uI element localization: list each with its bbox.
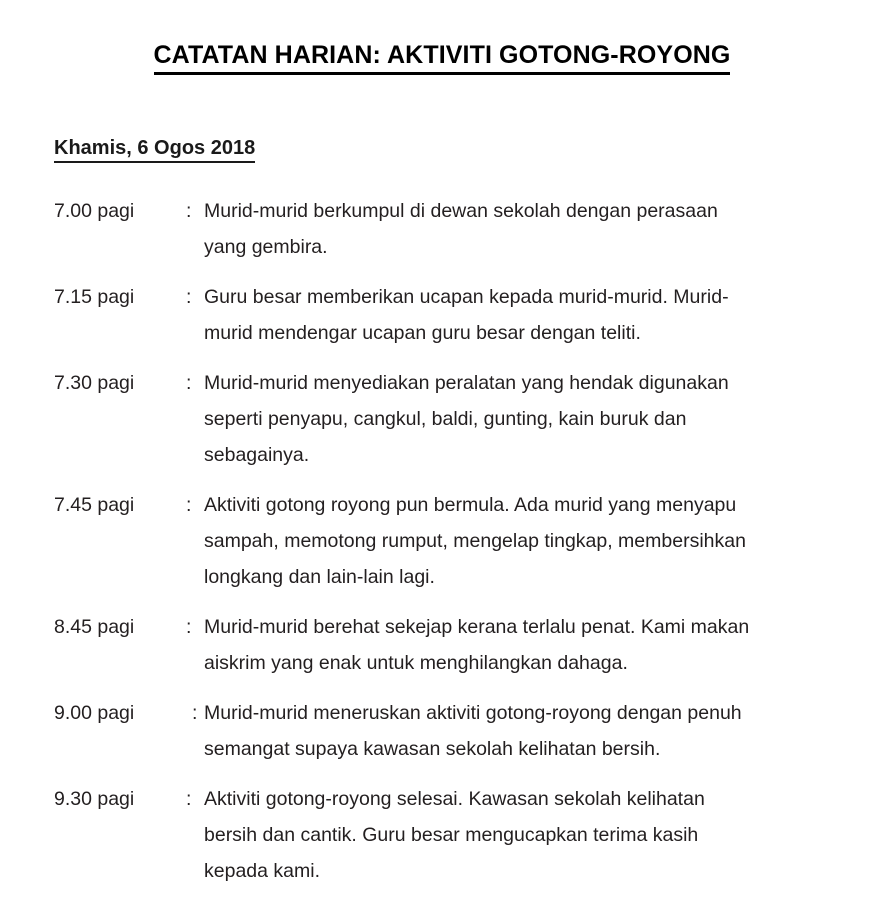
entry-description	[204, 609, 844, 681]
entry-description-line: aiskrim yang enak untuk menghilangkan dahaga.	[204, 652, 628, 674]
entry-colon: :	[186, 372, 192, 394]
schedule-entry	[0, 695, 884, 767]
entry-time: 8.45 pagi	[54, 616, 135, 638]
schedule-entry	[0, 781, 884, 889]
schedule-entry	[0, 487, 884, 595]
page-title	[0, 0, 884, 75]
entry-description-line: Murid-murid meneruskan aktiviti gotong-royong dengan penuh	[204, 702, 742, 724]
entry-description-line: kepada kami.	[204, 860, 320, 882]
entry-time: 9.00 pagi	[54, 702, 135, 724]
entry-description	[204, 487, 844, 595]
entry-colon: :	[186, 788, 192, 810]
entry-colon: :	[192, 702, 198, 724]
entry-colon: :	[186, 494, 192, 516]
entry-description-line: longkang dan lain-lain lagi.	[204, 566, 435, 588]
entry-colon: :	[186, 200, 192, 222]
schedule-entry	[0, 609, 884, 681]
entry-description-line: Murid-murid berehat sekejap kerana terlalu penat. Kami makan	[204, 616, 750, 638]
entry-description-line: murid mendengar ucapan guru besar dengan teliti.	[204, 322, 641, 344]
entry-description-line: semangat supaya kawasan sekolah kelihatan bersih.	[204, 738, 661, 760]
entry-description	[204, 695, 844, 767]
entry-description	[204, 279, 844, 351]
entry-colon: :	[186, 286, 192, 308]
schedule-entry	[0, 365, 884, 473]
entry-time: 7.15 pagi	[54, 286, 135, 308]
entry-description-line: sebagainya.	[204, 444, 310, 466]
entry-description-line: Guru besar memberikan ucapan kepada murid-murid. Murid-	[204, 286, 729, 308]
entry-description-line: Aktiviti gotong-royong selesai. Kawasan sekolah kelihatan	[204, 788, 705, 810]
entry-description-line: Aktiviti gotong royong pun bermula. Ada murid yang menyapu	[204, 494, 737, 516]
date-heading-text: Khamis, 6 Ogos 2018	[54, 137, 255, 163]
entry-description-line: bersih dan cantik. Guru besar mengucapkan terima kasih	[204, 824, 699, 846]
schedule-list	[0, 163, 884, 889]
entry-description-line: sampah, memotong rumput, mengelap tingkap, membersihkan	[204, 530, 746, 552]
entry-description-line: yang gembira.	[204, 236, 328, 258]
entry-description	[204, 781, 844, 889]
schedule-entry	[0, 279, 884, 351]
entry-time: 7.30 pagi	[54, 372, 135, 394]
entry-time: 7.00 pagi	[54, 200, 135, 222]
schedule-entry	[0, 193, 884, 265]
entry-description	[204, 193, 844, 265]
entry-description	[204, 365, 844, 473]
page-title-text: CATATAN HARIAN: AKTIVITI GOTONG-ROYONG	[154, 40, 731, 75]
entry-description-line: Murid-murid berkumpul di dewan sekolah dengan perasaan	[204, 200, 718, 222]
entry-description-line: seperti penyapu, cangkul, baldi, gunting, kain buruk dan	[204, 408, 687, 430]
date-heading	[0, 75, 884, 163]
entry-time: 7.45 pagi	[54, 494, 135, 516]
entry-time: 9.30 pagi	[54, 788, 135, 810]
entry-colon: :	[186, 616, 192, 638]
entry-description-line: Murid-murid menyediakan peralatan yang hendak digunakan	[204, 372, 729, 394]
